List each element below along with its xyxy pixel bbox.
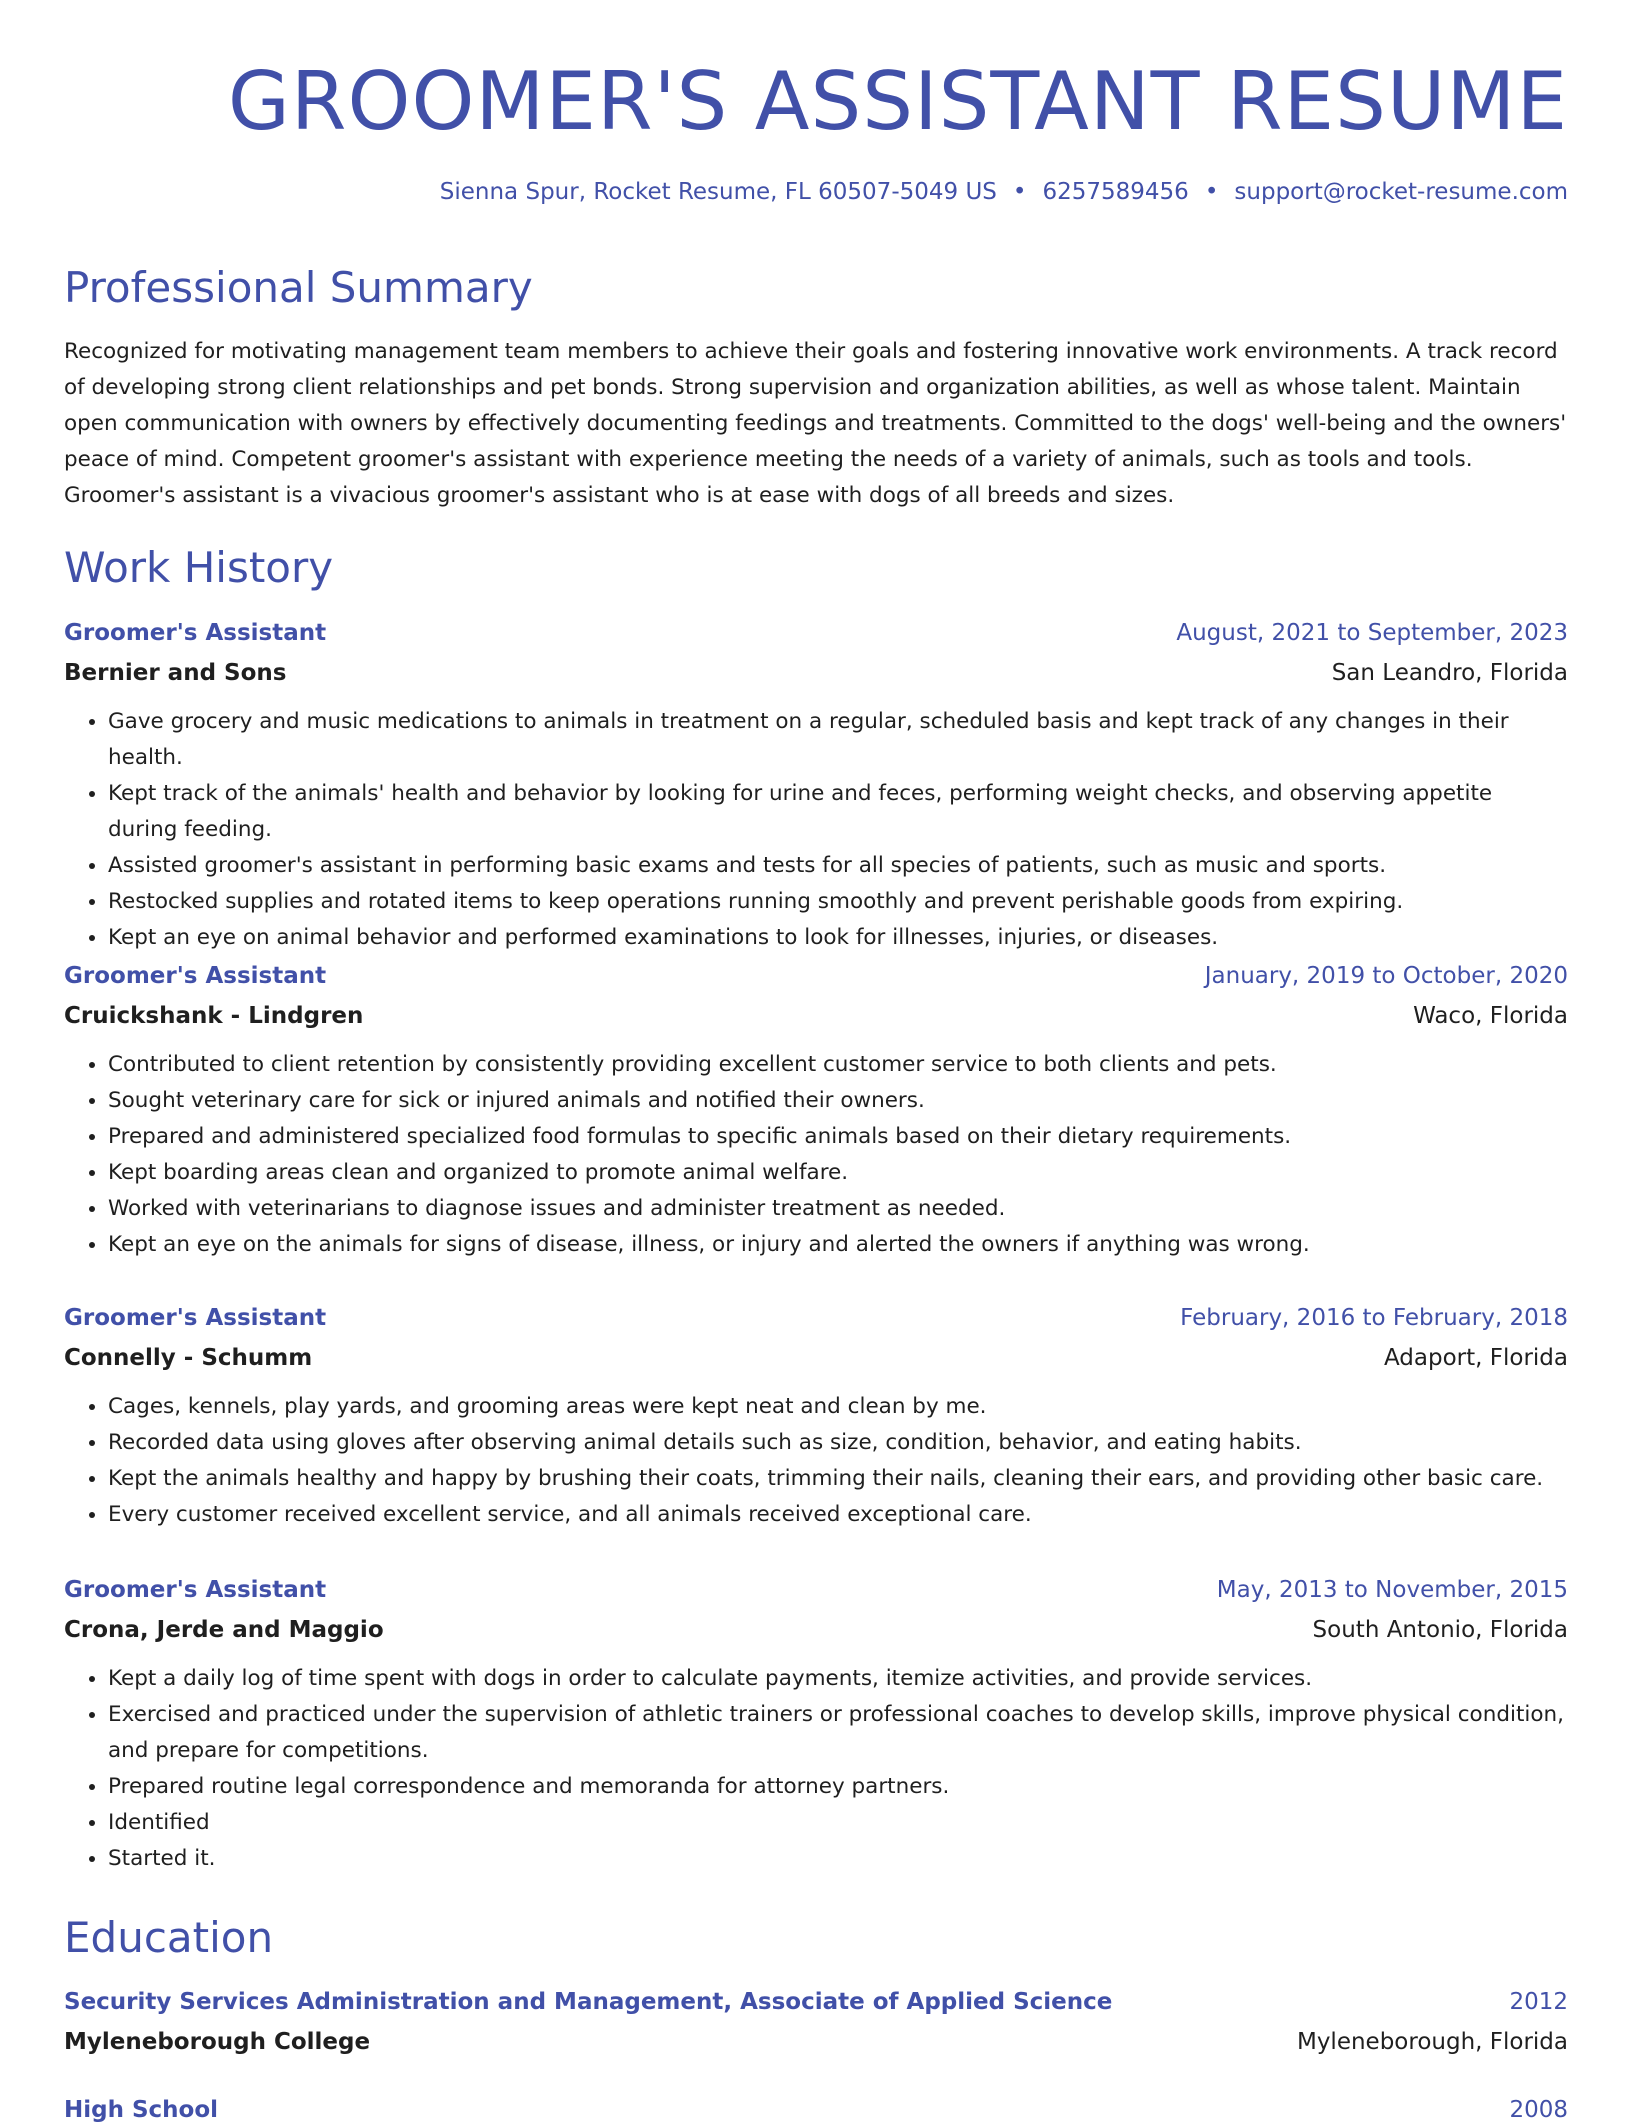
job-bullet: • Assisted groomer's assistant in performing basic exams and tests for all species of patients, such as music and sports.	[108, 848, 1568, 884]
education-section	[64, 1912, 1568, 1964]
job-bullet: • Kept boarding areas clean and organized to promote animal welfare.	[108, 1155, 1568, 1191]
job-dates: May, 2013 to November, 2015	[1216, 1577, 1568, 1603]
job-dates: August, 2021 to September, 2023	[1176, 620, 1568, 646]
job-company: Cruickshank - Lindgren	[64, 1003, 364, 1029]
education-year: 2012	[1509, 1989, 1568, 2015]
summary-heading: Professional Summary	[64, 263, 533, 312]
job-title: Groomer's Assistant	[64, 620, 327, 646]
job-entry	[64, 616, 1568, 956]
education-degree: High School	[64, 2097, 219, 2123]
education-location: Myleneborough, Florida	[1296, 2029, 1568, 2055]
resume-title: GROOMER'S ASSISTANT RESUME	[227, 55, 1568, 148]
job-entry	[64, 959, 1568, 1263]
job-bullet: • Sought veterinary care for sick or injured animals and notified their owners.	[108, 1083, 1568, 1119]
job-entry	[64, 1573, 1568, 1877]
job-bullet: • Prepared and administered specialized food formulas to specific animals based on their dietary requirements.	[108, 1119, 1568, 1155]
summary-text: Recognized for motivating management team members to achieve their goals and fostering innovative work environments. A track record of developing strong client relationships and pet bonds. Strong supervision and organization abilities, as well as whose talent. Maintain open communication with owners by effectively documenting feedings and treatments. Committed to the dogs' well-being and the owners' peace of mind. Competent groomer's assistant with experience meeting the needs of a variety of animals, such as tools and tools. Groomer's assistant is a vivacious groomer's assistant who is at ease with dogs of all breeds and sizes.	[64, 339, 1567, 508]
job-location: San Leandro, Florida	[1331, 660, 1568, 686]
contact-phone[interactable]: 6257589456	[1042, 179, 1189, 205]
job-bullet: • Cages, kennels, play yards, and grooming areas were kept neat and clean by me.	[108, 1389, 1568, 1425]
job-bullet: • Gave grocery and music medications to animals in treatment on a regular, scheduled basis and kept track of any changes in their health.	[108, 704, 1568, 776]
job-title: Groomer's Assistant	[64, 963, 327, 989]
job-entry	[64, 1301, 1568, 1533]
contact-line	[440, 176, 1568, 208]
job-bullet: • Kept a daily log of time spent with dogs in order to calculate payments, itemize activities, and provide services.	[108, 1661, 1568, 1697]
contact-address: Sienna Spur, Rocket Resume, FL 60507-5049 US	[439, 179, 997, 205]
job-bullets	[64, 1389, 1568, 1533]
job-bullets	[64, 1047, 1568, 1263]
education-degree: Security Services Administration and Management, Associate of Applied Science	[64, 1989, 1113, 2015]
job-bullet: • Kept an eye on animal behavior and performed examinations to look for illnesses, injuries, or diseases.	[108, 920, 1568, 956]
job-bullet: • Restocked supplies and rotated items to keep operations running smoothly and prevent perishable goods from expiring.	[108, 884, 1568, 920]
job-bullet: • Kept the animals healthy and happy by brushing their coats, trimming their nails, cleaning their ears, and providing other basic care.	[108, 1461, 1568, 1497]
job-company: Crona, Jerde and Maggio	[64, 1617, 384, 1643]
contact-separator: •	[1204, 179, 1219, 205]
job-bullet: • Every customer received excellent service, and all animals received exceptional care.	[108, 1497, 1568, 1533]
contact-email[interactable]: support@rocket-resume.com	[1234, 179, 1568, 205]
job-bullet: • Exercised and practiced under the supervision of athletic trainers or professional coaches to develop skills, improve physical condition, and prepare for competitions.	[108, 1697, 1568, 1769]
job-bullets	[64, 1661, 1568, 1877]
education-entry	[64, 2093, 1568, 2127]
job-location: Adaport, Florida	[1383, 1345, 1568, 1371]
education-year: 2008	[1509, 2097, 1568, 2123]
work-history-heading: Work History	[64, 543, 334, 592]
job-bullet: • Kept track of the animals' health and behavior by looking for urine and feces, performing weight checks, and observing appetite during feeding.	[108, 776, 1568, 848]
job-bullets	[64, 704, 1568, 956]
work-history-section	[64, 542, 1568, 594]
job-bullet: • Started it.	[108, 1841, 1568, 1877]
job-bullet: • Worked with veterinarians to diagnose issues and administer treatment as needed.	[108, 1191, 1568, 1227]
job-bullet: • Kept an eye on the animals for signs of disease, illness, or injury and alerted the owners if anything was wrong.	[108, 1227, 1568, 1263]
job-title: Groomer's Assistant	[64, 1577, 327, 1603]
job-bullet: • Contributed to client retention by consistently providing excellent customer service to both clients and pets.	[108, 1047, 1568, 1083]
job-bullet: • Identified	[108, 1805, 1568, 1841]
job-location: Waco, Florida	[1413, 1003, 1568, 1029]
education-entry	[64, 1985, 1568, 2059]
summary-section	[64, 262, 1568, 514]
job-dates: January, 2019 to October, 2020	[1204, 963, 1568, 989]
job-company: Bernier and Sons	[64, 660, 287, 686]
job-bullet: • Prepared routine legal correspondence and memoranda for attorney partners.	[108, 1769, 1568, 1805]
education-heading: Education	[64, 1913, 274, 1962]
education-school: Myleneborough College	[64, 2029, 371, 2055]
job-bullet: • Recorded data using gloves after observing animal details such as size, condition, behavior, and eating habits.	[108, 1425, 1568, 1461]
job-title: Groomer's Assistant	[64, 1305, 327, 1331]
job-location: South Antonio, Florida	[1312, 1617, 1568, 1643]
contact-separator: •	[1012, 179, 1027, 205]
job-dates: February, 2016 to February, 2018	[1180, 1305, 1568, 1331]
job-company: Connelly - Schumm	[64, 1345, 313, 1371]
